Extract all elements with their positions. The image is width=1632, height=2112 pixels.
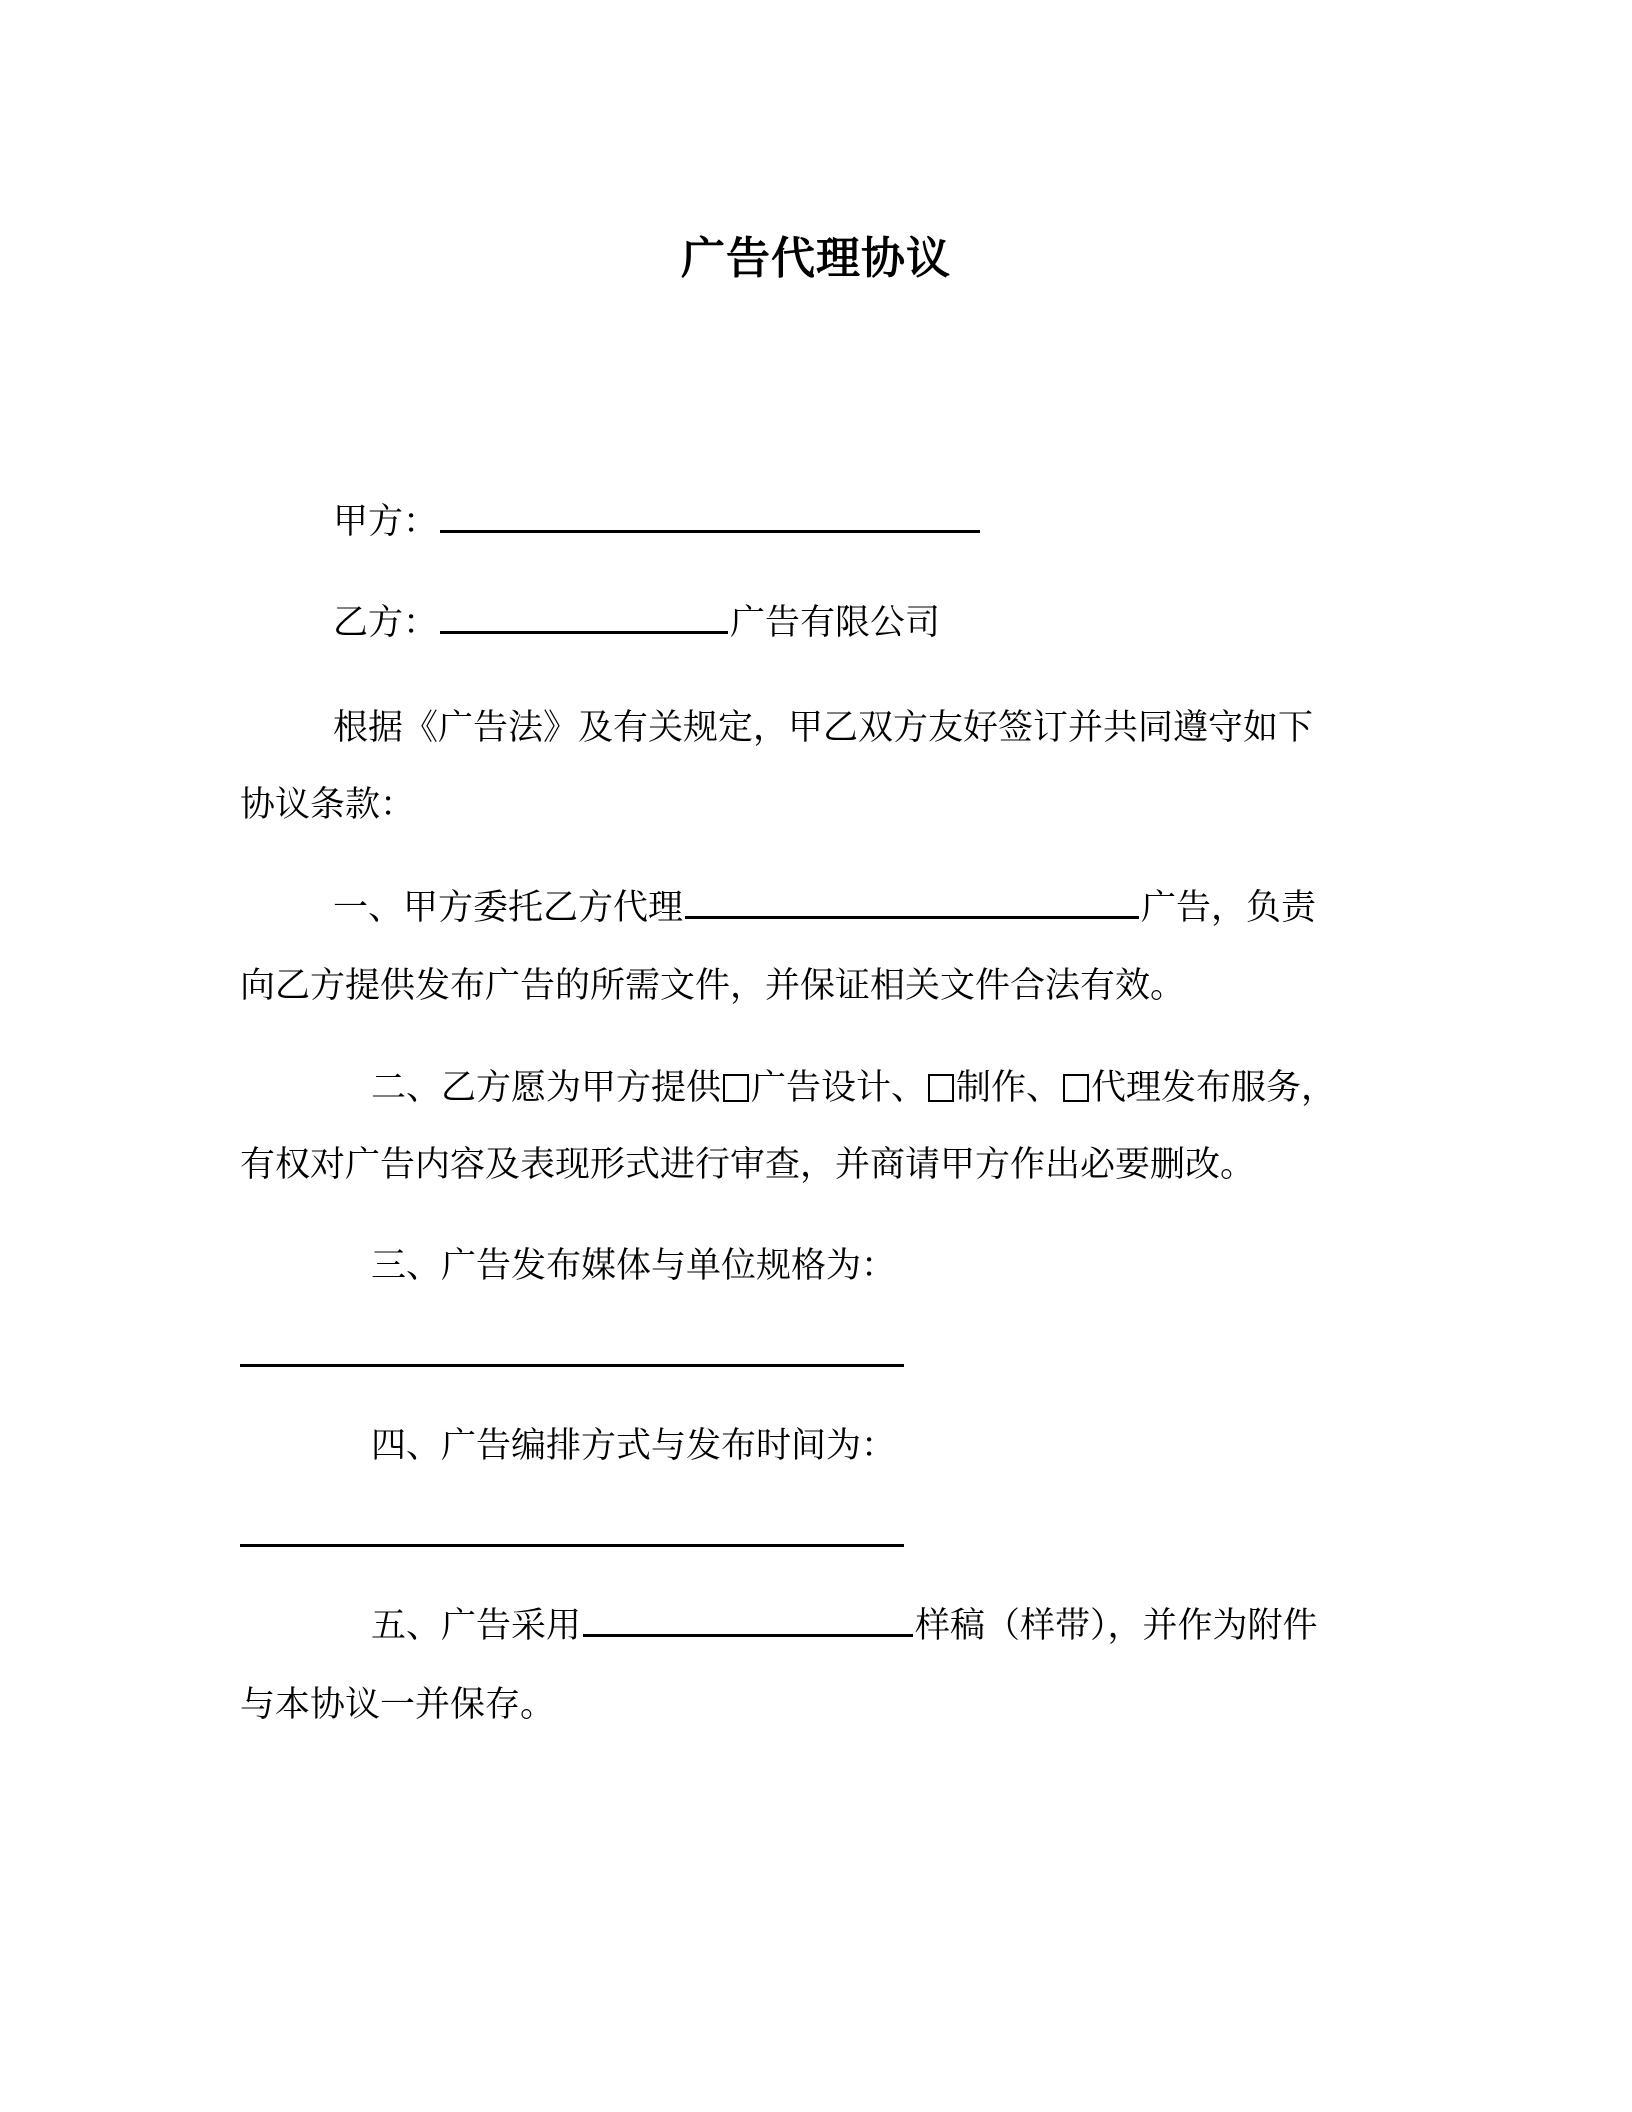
clause-2-option-1: 广告设计、: [751, 1068, 927, 1108]
clause-1-suffix: 广告，负责: [1141, 888, 1317, 928]
clause-1-prefix: 一、甲方委托乙方代理: [333, 888, 684, 928]
checkbox-agency-publish[interactable]: [1063, 1074, 1089, 1102]
clause-2-line-2: 有权对广告内容及表现形式进行审查，并商请甲方作出必要删改。: [240, 1145, 1256, 1185]
clause-5-suffix: 样稿（样带），并作为附件: [915, 1606, 1318, 1646]
party-b-suffix: 广告有限公司: [730, 603, 941, 643]
clause-4-blank[interactable]: [240, 1544, 904, 1547]
checkbox-ad-design[interactable]: [723, 1074, 749, 1102]
clause-5-line-2: 与本协议一并保存。: [240, 1685, 556, 1725]
clause-4-text: 四、广告编排方式与发布时间为：: [371, 1426, 897, 1466]
clause-1-line-2: 向乙方提供发布广告的所需文件，并保证相关文件合法有效。: [240, 966, 1186, 1006]
clause-1-line-1: [333, 886, 1316, 930]
clause-5-prefix: 五、广告采用: [371, 1606, 582, 1646]
party-a-label: 甲方：: [333, 502, 439, 542]
clause-2-option-2: 制作、: [956, 1068, 1062, 1108]
party-b-line: [333, 601, 940, 645]
clause-3-blank[interactable]: [240, 1364, 904, 1367]
preamble-line-1: 根据《广告法》及有关规定，甲乙双方友好签订并共同遵守如下: [333, 708, 1314, 748]
party-b-blank[interactable]: [440, 601, 728, 634]
clause-2-line-1: [371, 1066, 1336, 1110]
clause-3-text: 三、广告发布媒体与单位规格为：: [371, 1246, 897, 1286]
document-title: 广告代理协议: [681, 233, 951, 284]
clause-5-blank[interactable]: [583, 1604, 913, 1637]
clause-2-option-3: 代理发布服务，: [1091, 1068, 1337, 1108]
checkbox-production[interactable]: [928, 1074, 954, 1102]
party-a-blank[interactable]: [440, 500, 980, 533]
clause-2-prefix: 二、乙方愿为甲方提供: [371, 1068, 722, 1108]
preamble-line-2: 协议条款：: [240, 785, 416, 825]
party-a-line: [333, 500, 982, 544]
clause-1-blank[interactable]: [685, 886, 1139, 919]
party-b-label: 乙方：: [333, 603, 439, 643]
clause-5-line-1: [371, 1604, 1318, 1648]
